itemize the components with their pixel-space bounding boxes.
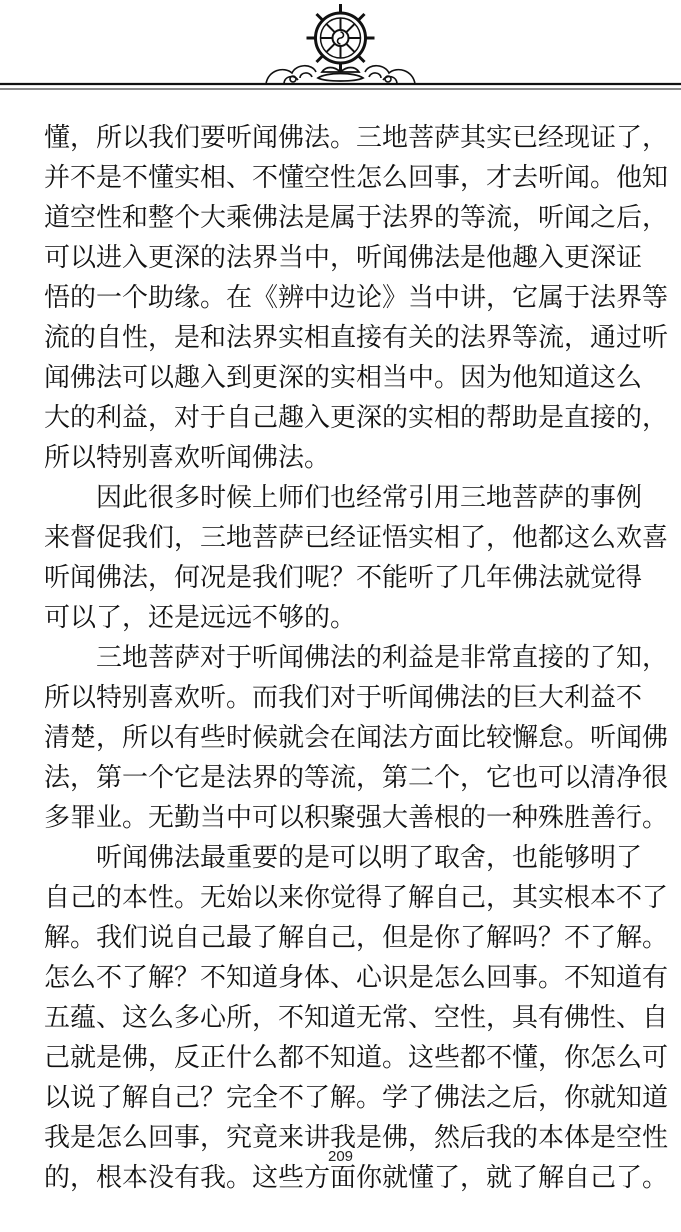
text-line: 可以了，还是远远不够的。 bbox=[44, 603, 357, 633]
text-line: 我是怎么回事，究竟来讲我是佛，然后我的本体是空性 bbox=[44, 1123, 669, 1153]
paragraph-first-line: 三地菩萨对于听闻佛法的利益是非常直接的了知， bbox=[96, 643, 669, 673]
text-line: 多罪业。无勤当中可以积聚强大善根的一种殊胜善行。 bbox=[44, 803, 669, 833]
text-line: 大的利益，对于自己趣入更深的实相的帮助是直接的， bbox=[44, 403, 669, 433]
text-line: 五蕴、这么多心所，不知道无常、空性，具有佛性、自 bbox=[44, 1003, 669, 1033]
text-line: 法，第一个它是法界的等流，第二个，它也可以清净很 bbox=[44, 763, 669, 793]
paragraph-first-line: 听闻佛法最重要的是可以明了取舍，也能够明了 bbox=[96, 843, 643, 873]
text-line: 懂，所以我们要听闻佛法。三地菩萨其实已经现证了， bbox=[44, 123, 669, 153]
text-line: 流的自性，是和法界实相直接有关的法界等流，通过听 bbox=[44, 323, 669, 353]
text-line: 解。我们说自己最了解自己，但是你了解吗？不了解。 bbox=[44, 923, 669, 953]
dharma-wheel-icon bbox=[307, 4, 375, 81]
page-number: 209 bbox=[327, 1148, 354, 1165]
text-line: 己就是佛，反正什么都不知道。这些都不懂，你怎么可 bbox=[44, 1043, 669, 1073]
paragraph-first-line: 因此很多时候上师们也经常引用三地菩萨的事例 bbox=[96, 483, 643, 513]
header-ornament bbox=[0, 0, 681, 110]
text-line: 自己的本性。无始以来你觉得了解自己，其实根本不了 bbox=[44, 883, 669, 913]
text-line: 来督促我们，三地菩萨已经证悟实相了，他都这么欢喜 bbox=[44, 523, 669, 553]
text-line: 并不是不懂实相、不懂空性怎么回事，才去听闻。他知 bbox=[44, 163, 669, 193]
text-line: 的，根本没有我。这些方面你就懂了，就了解自己了。 bbox=[44, 1163, 669, 1193]
text-line: 可以进入更深的法界当中，听闻佛法是他趣入更深证 bbox=[44, 243, 643, 273]
text-line: 所以特别喜欢听。而我们对于听闻佛法的巨大利益不 bbox=[44, 683, 643, 713]
text-line: 闻佛法可以趣入到更深的实相当中。因为他知道这么 bbox=[44, 363, 643, 393]
page-header bbox=[0, 0, 681, 110]
text-line: 所以特别喜欢听闻佛法。 bbox=[44, 443, 331, 473]
text-line: 道空性和整个大乘佛法是属于法界的等流，听闻之后， bbox=[44, 203, 669, 233]
cloud-right-icon bbox=[365, 66, 415, 84]
text-line: 听闻佛法，何况是我们呢？不能听了几年佛法就觉得 bbox=[44, 563, 643, 593]
text-line: 清楚，所以有些时候就会在闻法方面比较懈怠。听闻佛 bbox=[44, 723, 669, 753]
text-line: 怎么不了解？不知道身体、心识是怎么回事。不知道有 bbox=[44, 963, 669, 993]
text-line: 以说了解自己？完全不了解。学了佛法之后，你就知道 bbox=[44, 1083, 669, 1113]
cloud-left-icon bbox=[266, 66, 316, 84]
text-line: 悟的一个助缘。在《辨中边论》当中讲，它属于法界等 bbox=[44, 283, 669, 313]
